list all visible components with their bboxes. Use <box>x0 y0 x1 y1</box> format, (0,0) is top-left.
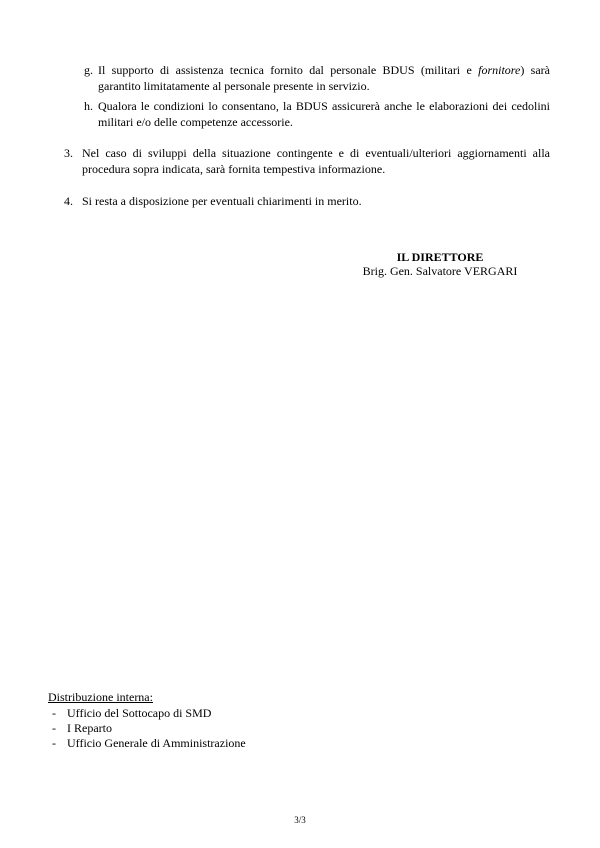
distribution-entry <box>48 706 211 721</box>
signature-name: Brig. Gen. Salvatore VERGARI <box>362 264 518 278</box>
dash-bullet: - <box>52 706 56 720</box>
paragraph-number: 3. <box>64 146 73 160</box>
list-item-text: Qualora le condizioni lo consentano, la BDUS assicurerà anche le elaborazioni dei cedolini militari e/o delle competenze accessorie. <box>98 99 550 129</box>
distribution-title: Distribuzione interna: <box>48 690 153 704</box>
list-item-h <box>84 98 550 130</box>
italic-term: fornitore <box>478 63 521 77</box>
list-item-label: h. <box>84 99 93 113</box>
paragraph-text: Si resta a disposizione per eventuali chiarimenti in merito. <box>82 194 362 208</box>
list-item-text <box>98 62 550 94</box>
paragraph-3 <box>64 145 550 177</box>
list-item-label: g. <box>84 63 93 77</box>
dash-bullet: - <box>52 736 56 750</box>
list-item-g <box>84 62 550 94</box>
text-segment: ) sarà garantito limitatamente al personale presente in servizio. <box>98 63 550 93</box>
paragraph-text: Nel caso di sviluppi della situazione contingente e di eventuali/ulteriori aggiornamenti alla procedura sopra indicata, sarà fornita tempestiva informazione. <box>82 146 550 176</box>
page-number: 3/3 <box>294 815 306 825</box>
distribution-entry <box>48 721 112 736</box>
paragraph-4 <box>64 193 550 209</box>
signature-title: IL DIRETTORE <box>396 250 484 264</box>
distribution-entry-text: Ufficio del Sottocapo di SMD <box>67 706 212 720</box>
text-segment: Il supporto di assistenza tecnica fornito dal personale BDUS (militari e <box>98 63 479 77</box>
distribution-entry <box>48 736 246 751</box>
dash-bullet: - <box>52 721 56 735</box>
distribution-entry-text: Ufficio Generale di Amministrazione <box>67 736 246 750</box>
distribution-entry-text: I Reparto <box>67 721 112 735</box>
paragraph-number: 4. <box>64 194 73 208</box>
